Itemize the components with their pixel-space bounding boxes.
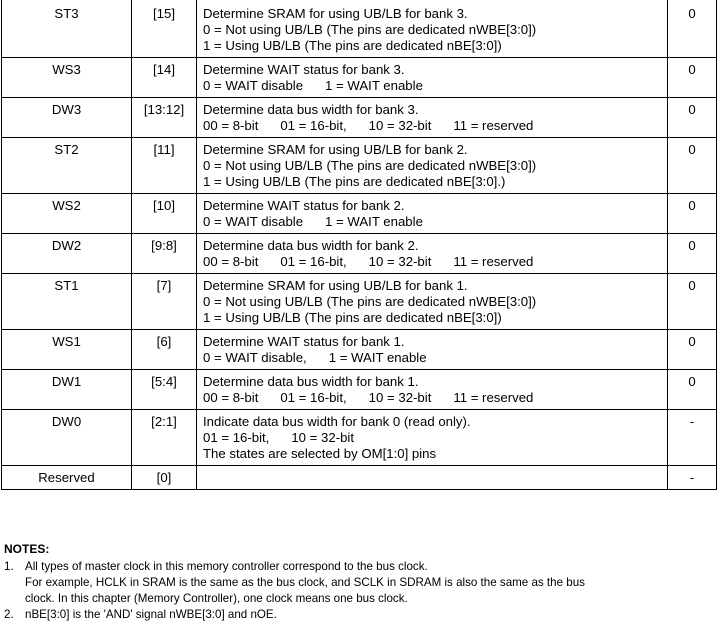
table-row <box>2 466 717 490</box>
description-line: Determine SRAM for using UB/LB for bank 1. <box>203 278 468 293</box>
description-line: Indicate data bus width for bank 0 (read only). <box>203 414 471 429</box>
register-initial-state-cell: 0 <box>668 0 717 58</box>
description-line: Determine SRAM for using UB/LB for bank 3. <box>203 6 468 21</box>
table-row <box>2 274 717 330</box>
register-bit-cell: [9:8] <box>132 234 197 274</box>
register-initial-state-cell: 0 <box>668 274 717 330</box>
register-initial-state-cell: 0 <box>668 98 717 138</box>
description-line: Determine data bus width for bank 3. <box>203 102 419 117</box>
register-bit-cell: [7] <box>132 274 197 330</box>
register-name-cell: WS1 <box>2 330 132 370</box>
register-description-cell <box>197 370 668 410</box>
register-name-cell: DW1 <box>2 370 132 410</box>
register-bit-cell: [11] <box>132 138 197 194</box>
table-row <box>2 370 717 410</box>
register-initial-state-cell: 0 <box>668 194 717 234</box>
register-name-cell: DW3 <box>2 98 132 138</box>
register-bit-cell: [5:4] <box>132 370 197 410</box>
table-row <box>2 98 717 138</box>
note-number: 2. <box>4 608 14 621</box>
description-line: Determine WAIT status for bank 3. <box>203 62 405 77</box>
description-line: Determine WAIT status for bank 1. <box>203 334 405 349</box>
description-line: 00 = 8-bit 01 = 16-bit, 10 = 32-bit 11 = reserved <box>203 254 534 269</box>
register-initial-state-cell: 0 <box>668 138 717 194</box>
register-initial-state-cell: 0 <box>668 58 717 98</box>
description-line: 1 = Using UB/LB (The pins are dedicated nBE[3:0]) <box>203 38 502 53</box>
register-table-body <box>2 0 717 490</box>
description-line: 0 = Not using UB/LB (The pins are dedicated nWBE[3:0]) <box>203 158 537 173</box>
note-text-line: All types of master clock in this memory controller correspond to the bus clock. <box>25 560 428 573</box>
description-line: 01 = 16-bit, 10 = 32-bit <box>203 430 355 445</box>
register-description-cell <box>197 466 668 490</box>
register-bit-cell: [13:12] <box>132 98 197 138</box>
register-bit-cell: [14] <box>132 58 197 98</box>
register-description-cell <box>197 330 668 370</box>
register-name-cell: WS2 <box>2 194 132 234</box>
note-number: 1. <box>4 560 14 573</box>
register-name-cell: ST1 <box>2 274 132 330</box>
register-description-cell <box>197 0 668 58</box>
register-name-cell: DW0 <box>2 410 132 466</box>
register-initial-state-cell: 0 <box>668 330 717 370</box>
register-description-cell <box>197 410 668 466</box>
description-line: 1 = Using UB/LB (The pins are dedicated nBE[3:0]) <box>203 310 502 325</box>
description-line: Determine data bus width for bank 1. <box>203 374 419 389</box>
table-row <box>2 330 717 370</box>
description-line: 0 = Not using UB/LB (The pins are dedicated nWBE[3:0]) <box>203 22 537 37</box>
description-line: 0 = WAIT disable, 1 = WAIT enable <box>203 350 427 365</box>
register-description-cell <box>197 234 668 274</box>
table-row <box>2 234 717 274</box>
register-description-cell <box>197 194 668 234</box>
register-initial-state-cell: 0 <box>668 234 717 274</box>
register-name-cell: DW2 <box>2 234 132 274</box>
notes-title: NOTES: <box>4 542 50 556</box>
register-description-cell <box>197 58 668 98</box>
table-row <box>2 0 717 58</box>
register-description-cell <box>197 98 668 138</box>
note-item <box>4 607 714 623</box>
description-line: 00 = 8-bit 01 = 16-bit, 10 = 32-bit 11 = reserved <box>203 118 534 133</box>
description-line: 0 = WAIT disable 1 = WAIT enable <box>203 214 423 229</box>
description-line: 0 = Not using UB/LB (The pins are dedicated nWBE[3:0]) <box>203 294 537 309</box>
register-name-cell: ST3 <box>2 0 132 58</box>
notes-section <box>4 541 714 623</box>
description-line: 1 = Using UB/LB (The pins are dedicated nBE[3:0].) <box>203 174 506 189</box>
description-line: Determine SRAM for using UB/LB for bank 2. <box>203 142 468 157</box>
register-description-cell <box>197 138 668 194</box>
register-bit-cell: [10] <box>132 194 197 234</box>
description-line: 0 = WAIT disable 1 = WAIT enable <box>203 78 423 93</box>
note-text-line: nBE[3:0] is the 'AND' signal nWBE[3:0] and nOE. <box>25 608 277 621</box>
table-row <box>2 410 717 466</box>
register-bit-cell: [15] <box>132 0 197 58</box>
register-name-cell: Reserved <box>2 466 132 490</box>
notes-list <box>4 559 714 623</box>
table-row <box>2 194 717 234</box>
description-line: The states are selected by OM[1:0] pins <box>203 446 437 461</box>
register-initial-state-cell: - <box>668 410 717 466</box>
register-description-cell <box>197 274 668 330</box>
register-name-cell: ST2 <box>2 138 132 194</box>
note-text-line: For example, HCLK in SRAM is the same as the bus clock, and SCLK in SDRAM is also the same as the bus <box>25 576 585 589</box>
table-row <box>2 138 717 194</box>
register-bit-cell: [6] <box>132 330 197 370</box>
register-initial-state-cell: - <box>668 466 717 490</box>
register-bit-cell: [0] <box>132 466 197 490</box>
description-line: Determine data bus width for bank 2. <box>203 238 419 253</box>
description-line: Determine WAIT status for bank 2. <box>203 198 405 213</box>
register-bit-cell: [2:1] <box>132 410 197 466</box>
register-name-cell: WS3 <box>2 58 132 98</box>
note-item <box>4 559 714 607</box>
note-text-line: clock. In this chapter (Memory Controller), one clock means one bus clock. <box>25 592 408 605</box>
description-line: 00 = 8-bit 01 = 16-bit, 10 = 32-bit 11 = reserved <box>203 390 534 405</box>
register-table <box>1 0 717 490</box>
register-initial-state-cell: 0 <box>668 370 717 410</box>
table-row <box>2 58 717 98</box>
